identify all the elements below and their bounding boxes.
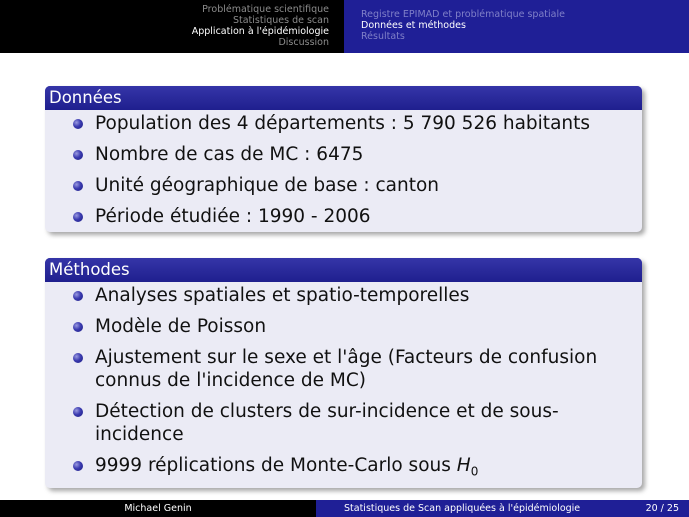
bullet-icon	[73, 119, 83, 129]
navigation-header	[0, 0, 689, 53]
h0-letter: H	[456, 455, 471, 476]
list-item-text: Analyses spatiales et spatio-temporelles	[95, 285, 470, 306]
list-item	[45, 400, 642, 446]
list-item-text: Nombre de cas de MC : 6475	[95, 144, 364, 165]
nav-section-2[interactable]: Statistiques de scan	[232, 15, 329, 26]
list-item	[45, 112, 642, 135]
bullet-icon	[73, 212, 83, 222]
methodes-block	[45, 258, 642, 488]
h0-subscript: 0	[470, 464, 479, 479]
h0-symbol	[456, 455, 479, 479]
subsection-navigation	[344, 0, 689, 53]
footer-right	[316, 500, 689, 517]
list-item-text: Population des 4 départements : 5 790 526 habitants	[95, 113, 591, 134]
list-item	[45, 143, 642, 166]
methodes-block-body	[45, 282, 642, 488]
list-item-text: Ajustement sur le sexe et l'âge (Facteurs de confusion connus de l'incidence de MC)	[95, 347, 598, 391]
footer-author: Michael Genin	[0, 500, 316, 517]
section-navigation	[0, 0, 344, 53]
list-item	[45, 284, 642, 307]
list-item	[45, 205, 642, 228]
list-item-text: Unité géographique de base : canton	[95, 175, 440, 196]
list-item	[45, 346, 642, 392]
list-item	[45, 174, 642, 197]
list-item-text: Modèle de Poisson	[95, 316, 267, 337]
bullet-icon	[73, 181, 83, 191]
list-item-text: Période étudiée : 1990 - 2006	[95, 206, 371, 227]
donnees-block-title: Données	[45, 86, 642, 110]
donnees-block	[45, 86, 642, 232]
footer	[0, 500, 689, 517]
nav-section-4[interactable]: Discussion	[278, 37, 329, 48]
nav-section-1[interactable]: Problématique scientifique	[202, 4, 329, 15]
list-item-text: Détection de clusters de sur-incidence et de sous-incidence	[95, 401, 559, 445]
nav-subsection-3[interactable]: Résultats	[361, 31, 405, 42]
footer-title: Statistiques de Scan appliquées à l'épidémiologie	[344, 503, 581, 514]
bullet-icon	[73, 322, 83, 332]
bullet-icon	[73, 150, 83, 160]
nav-subsection-2-active[interactable]: Données et méthodes	[361, 20, 466, 31]
bullet-icon	[73, 291, 83, 301]
nav-section-3-active[interactable]: Application à l'épidémiologie	[191, 26, 329, 37]
list-item-text: 9999 réplications de Monte-Carlo sous	[95, 455, 457, 476]
bullet-icon	[73, 407, 83, 417]
methodes-block-title: Méthodes	[45, 258, 642, 282]
list-item	[45, 454, 642, 484]
donnees-block-body	[45, 110, 642, 232]
list-item	[45, 315, 642, 338]
bullet-icon	[73, 353, 83, 363]
page-number: 20 / 25	[645, 503, 679, 514]
bullet-icon	[73, 461, 83, 471]
nav-subsection-1[interactable]: Registre EPIMAD et problématique spatiale	[361, 9, 565, 20]
